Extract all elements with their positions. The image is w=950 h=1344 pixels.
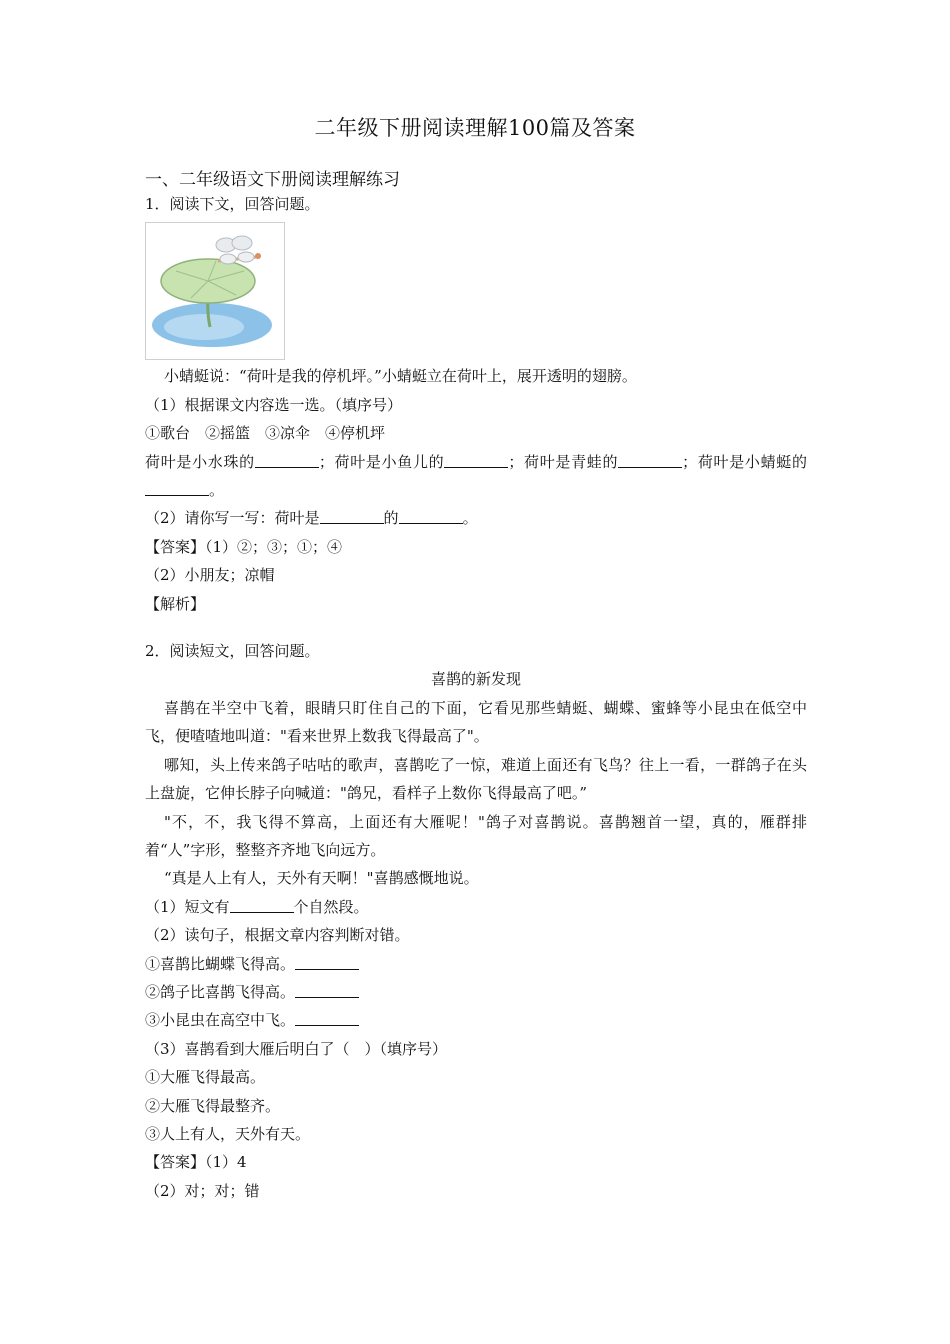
q2-sub2: （2）读句子，根据文章内容判断对错。	[145, 926, 410, 945]
answer-blank[interactable]	[444, 452, 508, 468]
q2-answer-part2: （2）对；对；错	[145, 1181, 260, 1200]
q2-judge-1-text: ①喜鹊比蝴蝶飞得高。	[145, 954, 296, 973]
q2-paragraph-1: 喜鹊在半空中飞着，眼睛只盯住自己的下面，它看见那些蜻蜓、蝴蝶、蜜蜂等小昆虫在低空中飞，便喳喳地叫道："看来世界上数我飞得最高了"。	[145, 698, 807, 746]
answer-blank[interactable]	[295, 982, 359, 998]
q2-answer: 【答案】（1）4	[145, 1153, 247, 1172]
q1-fill-sentence	[145, 448, 807, 505]
q2-sub1	[145, 893, 807, 921]
q1-fill-text-b: ；荷叶是小鱼儿的	[318, 452, 445, 471]
q2-choice-1: ①大雁飞得最高。	[145, 1068, 266, 1087]
q2-judge-2-text: ②鸽子比喜鹊飞得高。	[145, 982, 296, 1001]
answer-blank[interactable]	[618, 452, 682, 468]
answer-blank[interactable]	[295, 1010, 359, 1026]
q2-paragraph-3: "不，不，我飞得不算高，上面还有大雁呢！"鸽子对喜鹊说。喜鹊翘首一望，真的，雁群排着“人”字形，整整齐齐地飞向远方。	[145, 812, 807, 859]
q1-analysis: 【解析】	[145, 594, 206, 613]
q1-part1-prompt: （1）根据课文内容选一选。（填序号）	[145, 395, 403, 414]
q2-choice-3: ③人上有人，天外有天。	[145, 1124, 311, 1143]
answer-blank[interactable]	[145, 480, 209, 496]
q2-sub1-text-b: 个自然段。	[293, 897, 369, 916]
lotus-leaf-image	[146, 223, 284, 359]
q2-story-title: 喜鹊的新发现	[430, 670, 521, 689]
answer-blank[interactable]	[320, 508, 384, 524]
q2-judge-3-text: ③小昆虫在高空中飞。	[145, 1011, 296, 1030]
q1-part2-text-a: （2）请你写一写：荷叶是	[145, 509, 320, 528]
q2-choice-2: ②大雁飞得最整齐。	[145, 1096, 281, 1115]
q2-paragraph-4: “真是人上有人，天外有天啊！"喜鹊感慨地说。	[164, 869, 479, 888]
section-heading: 一、二年级语文下册阅读理解练习	[145, 170, 400, 190]
q1-passage: 小蜻蜓说：“荷叶是我的停机坪。”小蜻蜓立在荷叶上，展开透明的翅膀。	[164, 367, 637, 386]
q1-answer-part2: （2）小朋友；凉帽	[145, 566, 275, 585]
q1-options: ①歌台 ②摇篮 ③凉伞 ④停机坪	[145, 424, 386, 443]
answer-blank[interactable]	[255, 452, 319, 468]
q2-judge-2	[145, 978, 807, 1006]
q2-judge-1	[145, 950, 807, 978]
q1-fill-text-a: 荷叶是小水珠的	[145, 452, 255, 471]
q2-judge-3	[145, 1006, 807, 1034]
q2-sub1-text-a: （1）短文有	[145, 897, 230, 916]
q1-fill-end: 。	[209, 481, 225, 500]
q2-heading: 2．阅读短文，回答问题。	[145, 642, 320, 661]
q1-part2-text-b: 的	[383, 509, 399, 528]
answer-blank[interactable]	[295, 954, 359, 970]
q1-fill-text-d: ；荷叶是小蜻蜓的	[682, 452, 807, 471]
q1-part2-end: 。	[462, 509, 478, 528]
lotus-dragonfly-illustration	[145, 222, 285, 360]
document-title: 二年级下册阅读理解100篇及答案	[314, 116, 636, 140]
answer-blank[interactable]	[230, 897, 294, 913]
q2-paragraph-2: 哪知，头上传来鸽子咕咕的歌声，喜鹊吃了一惊，难道上面还有飞鸟？往上一看，一群鸽子在头上盘旋，它伸长脖子向喊道："鸽兄，看样子上数你飞得最高了吧。”	[145, 755, 807, 803]
answer-blank[interactable]	[399, 508, 463, 524]
q1-answer: 【答案】（1）②；③；①；④	[145, 537, 343, 556]
q1-fill-text-c: ；荷叶是青蛙的	[508, 452, 619, 471]
q2-sub3: （3）喜鹊看到大雁后明白了（ ）（填序号）	[145, 1039, 448, 1058]
q1-part2	[145, 504, 807, 532]
q1-heading: 1．阅读下文，回答问题。	[145, 195, 320, 213]
document-content	[145, 190, 807, 1205]
